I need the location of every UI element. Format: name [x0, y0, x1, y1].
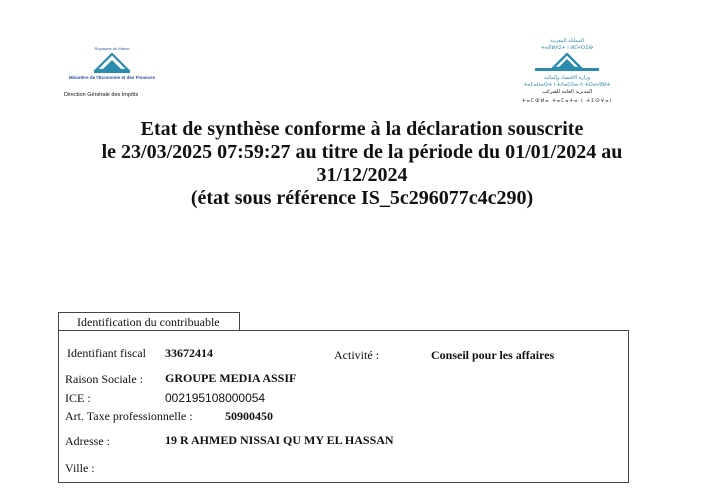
title-line-2: le 23/03/2025 07:59:27 au titre de la période du 01/01/2024 au	[101, 141, 623, 163]
taxe-professionnelle-label: Art. Taxe professionnelle :	[65, 409, 193, 423]
ice-label: ICE :	[65, 391, 91, 405]
ministry-logo-left	[62, 46, 162, 98]
taxe-professionnelle-value: 50900450	[225, 409, 273, 423]
title-line-1: Etat de synthèse conforme à la déclaration souscrite	[140, 118, 584, 140]
identification-section-tab: Identification du contribuable	[58, 312, 240, 330]
logo-kingdom-text: Royaume du Maroc	[94, 46, 130, 51]
document-title	[0, 118, 724, 210]
identification-section-box	[58, 330, 629, 483]
identifiant-fiscal-label: Identifiant fiscal	[67, 346, 146, 360]
ministry-logo-right	[512, 38, 622, 104]
raison-sociale-label: Raison Sociale :	[65, 372, 143, 386]
logo-ar-line1: المملكة المغربية	[550, 38, 584, 44]
title-line-3: 31/12/2024	[316, 164, 408, 186]
raison-sociale-value: GROUPE MEDIA ASSIF	[165, 371, 297, 385]
activite-label: Activité :	[334, 348, 379, 362]
logo-tifinagh-line2: ⵜⴰⴳⵍⴷⵉⵜ ⵏ ⵍⵎⵖⵔⵉⴱ	[541, 45, 593, 51]
adresse-value: 19 R AHMED NISSAI QU MY EL HASSAN	[165, 433, 394, 447]
identifiant-fiscal-value: 33672414	[165, 346, 213, 360]
logo-tifinagh-line6: ⵜⴰⵎⵀⵍⴰ ⵜⴰⵎⴰⵜⴰ ⵏ ⵜⵉⵙⵖⴰⵏ	[521, 98, 613, 104]
ville-label: Ville :	[65, 461, 95, 475]
logo-tifinagh-line4: ⵜⴰⵎⴰⵡⴰⵙⵜ ⵏ ⵜⴷⴰⵎⵙⴰ ⴷ ⵜⵙⴰⵖⵓⵍⵜ	[523, 82, 611, 88]
logo-direction-text: Direction Générale des Impôts	[64, 92, 139, 98]
logo-ar-line5: المديرية العامة للضرائب	[542, 89, 592, 95]
title-line-4: (état sous référence IS_5c296077c4c290)	[190, 187, 534, 209]
logo-ministry-text: Ministère de l'Economie et des Finances	[68, 75, 156, 80]
activite-value: Conseil pour les affaires	[431, 348, 555, 362]
ice-value: 002195108000054	[165, 391, 266, 405]
dgi-emblem-icon-right	[527, 53, 607, 75]
adresse-label: Adresse :	[65, 434, 110, 448]
logo-ar-line3: وزارة الاقتصاد والمالية	[543, 75, 591, 81]
dgi-emblem-icon	[92, 53, 132, 75]
